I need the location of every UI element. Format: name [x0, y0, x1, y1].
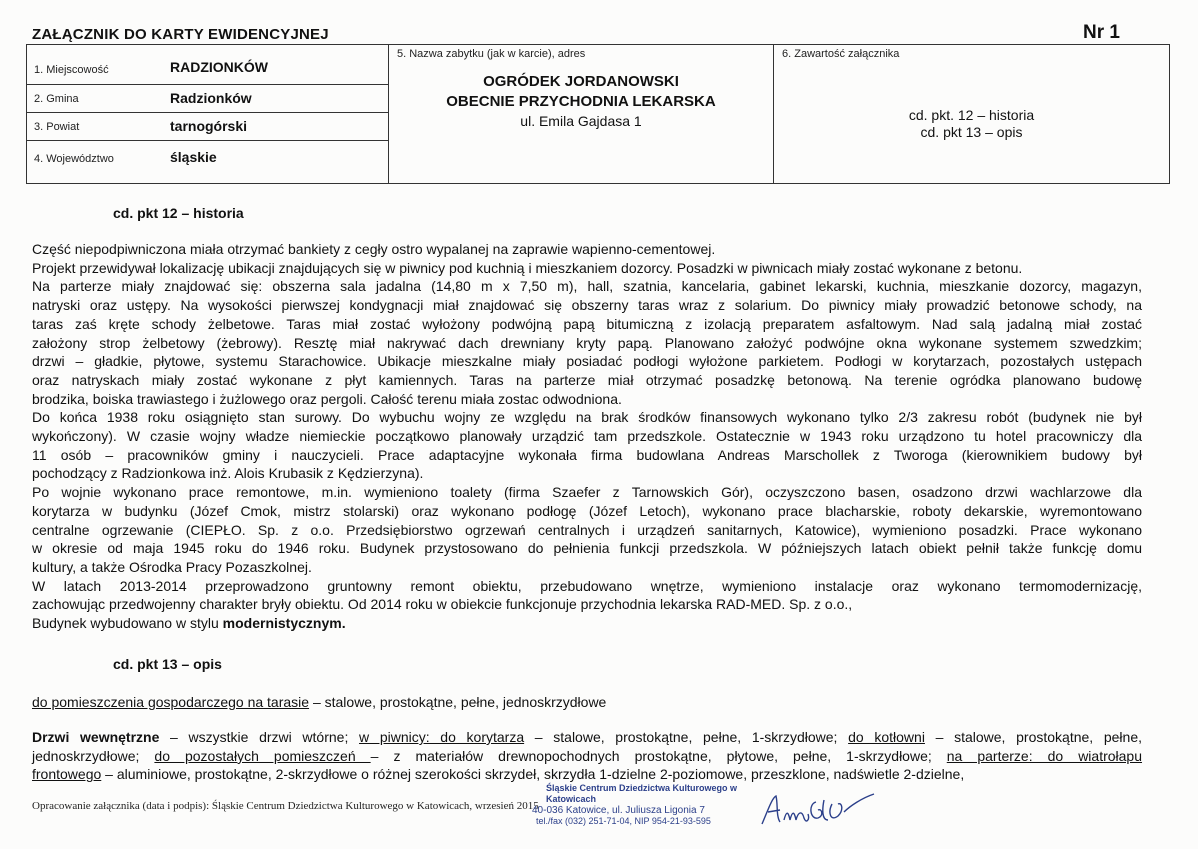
- text-span: – wszystkie drzwi wtórne;: [159, 729, 360, 745]
- monument-address: ul. Emila Gajdasa 1: [520, 113, 642, 129]
- history-line: brodzika, boiska trawiastego i żużlowego oraz pergoli. Całość terenu miała zostac odwodniona.: [32, 390, 622, 407]
- style-value: modernistycznym.: [222, 615, 346, 632]
- history-line: Projekt przewidywał lokalizację ubikacji znajdujących się w piwnicy pod kuchnią i mieszkaniem dozorcy. Posadzki w piwnicach miały zostać wykonane z betonu.: [32, 259, 1023, 276]
- handwritten-signature: [758, 790, 878, 830]
- location-box: [26, 44, 389, 184]
- history-line: drzwi – gładkie, płytowe, systemu Starachowice. Ubikacje mieszkalne miały posiadać podłogi wyłożone parkietem. Podłogi w korytarzach, pozostałych ustępach: [32, 353, 1142, 370]
- text-span: – stalowe, prostokątne, pełne, 1-skrzydłowe;: [524, 729, 849, 745]
- history-line: założony strop żelbetowy (żebrowy). Resztę miał nakrywać dach drewniany kryty papą. Planowano założyć podwójne okna wykonane systemem szwedzkim;: [32, 334, 1142, 351]
- boiler-room-label: do kotłowni: [848, 729, 925, 745]
- attachment-contents-label: 6. Zawartość załącznika: [782, 48, 900, 60]
- history-line: pochodzący z Radzionkowa inż. Alois Krubasik z Kędzierzyna).: [32, 465, 424, 482]
- history-line: W latach 2013-2014 przeprowadzono gruntowny remont obiektu, przebudowano wnętrze, wymieniono instalacje oraz wykonano termomodernizację,: [32, 577, 1142, 594]
- history-line: Do końca 1938 roku osiągnięto stan surowy. Do wybuchu wojny ze względu na brak środków finansowych wykonano tylko 2/3 zakresu robót (budynek nie był: [32, 409, 1142, 426]
- stamp-line3: tel./fax (032) 251-71-04, NIP 954-21-93-595: [536, 816, 711, 826]
- other-rooms-label: do pozostałych pomieszczeń: [154, 747, 371, 764]
- interior-doors-text: [32, 728, 1142, 784]
- attachment-contents-box: [773, 44, 1170, 184]
- interior-doors-line3: [32, 765, 1142, 784]
- history-line: Część niepodpiwniczona miała otrzymać bankiety z cegły ostro wypalanej na zaprawie wapienno-cementowej.: [32, 241, 716, 257]
- storage-room-door-line: [32, 693, 1142, 712]
- monument-name-line2: OBECNIE PRZYCHODNIA LEKARSKA: [446, 93, 716, 110]
- county-value: tarnogórski: [170, 118, 248, 134]
- county-label: 3. Powiat: [34, 121, 80, 133]
- history-line: kultury, a także Ośrodka Pracy Pozaszkolnej.: [32, 558, 312, 575]
- commune-value: Radzionków: [170, 90, 252, 106]
- text-span: – z materiałów drewnopochodnych prostokątne, płytowe, pełne, 1-skrzydłowe;: [370, 747, 947, 764]
- monument-box: [388, 44, 774, 184]
- storage-room-desc: – stalowe, prostokątne, pełne, jednoskrzydłowe: [309, 694, 607, 710]
- history-text: [32, 240, 1142, 633]
- text-span: jednoskrzydłowe;: [32, 747, 155, 764]
- history-line: korytarza w budynku (Józef Cmok, mistrz stolarski) oraz wykonano podłogę (Józef Letoch), wykonano prace blacharskie, roboty dekarskie, wyremontowano: [32, 502, 1142, 519]
- interior-doors-line2: [32, 747, 1142, 766]
- history-last-line: [32, 614, 1142, 633]
- locality-label: 1. Miejscowość: [34, 64, 109, 76]
- storage-room-label: do pomieszczenia gospodarczego na tarasie: [32, 694, 310, 710]
- stamp-line1: Śląskie Centrum Dziedzictwa Kulturowego w Katowicach: [546, 783, 738, 804]
- history-line: wykończony). W czasie wojny władze niemieckie początkowo planowały urządzić tam przedszkole. Ostatecznie w 1943 roku urządzono tu hotel pracowniczy dla: [32, 428, 1142, 445]
- history-line: centralne ogrzewanie (CIEPŁO. Sp. z o.o. Przedsiębiorstwo ogrzewań centralnych i urządzeń sanitarnych, Katowice), wymieniono posadzki. Prace wykonano: [32, 521, 1142, 538]
- text-span: – aluminiowe, prostokątne, 2-skrzydłowe o różnej szerokości skrzydeł, skrzydła 1-dzielne 2-poziomowe, przeszklone, nadświetle 2-dzielne,: [101, 766, 965, 783]
- history-line: Na parterze miały znajdować się: obszerna sala jadalna (14,80 m x 7,50 m), hall, szatnia, kancelaria, gabinet lekarski, kuchnia, mieszkanie dozorcy, magazyn,: [32, 278, 1142, 295]
- monument-label: 5. Nazwa zabytku (jak w karcie), adres: [397, 48, 586, 60]
- attachment-number: Nr 1: [1083, 22, 1120, 43]
- attachment-contents-line2: cd. pkt 13 – opis: [920, 124, 1023, 140]
- locality-value: RADZIONKÓW: [170, 59, 268, 75]
- attachment-contents-line1: cd. pkt. 12 – historia: [908, 107, 1035, 123]
- history-heading: cd. pkt 12 – historia: [113, 205, 244, 221]
- history-line: 11 osób – pracowników gminy i nauczycieli. Prace adaptacyjne wykonała firma budowlana Andreas Marschollek z Tworoga (kierownikiem budowy był: [32, 446, 1142, 463]
- voivodeship-value: śląskie: [170, 149, 217, 165]
- voivodeship-row: [27, 141, 388, 185]
- locality-row: [27, 45, 388, 85]
- county-row: [27, 113, 388, 141]
- commune-row: [27, 85, 388, 113]
- commune-label: 2. Gmina: [34, 93, 79, 105]
- history-line: zachowując przedwojenny charakter bryły obiektu. Od 2014 roku w obiekcie funkcjonuje przychodnia lekarska RAD-MED. Sp. z o.o.,: [32, 596, 853, 613]
- prepared-by-footer: Opracowanie załącznika (data i podpis): Śląskie Centrum Dziedzictwa Kulturowego w Katowicach, wrzesień 2015: [32, 800, 539, 812]
- institution-stamp: [500, 783, 770, 827]
- history-line: taras zaś kręte schody żelbetowe. Taras miał zostać wyłożony podwójną papą bitumiczną z izolacją preparatem asfaltowym. Nad salą jadalną miał zostać: [32, 315, 1142, 332]
- front-vestibule-label: frontowego: [32, 766, 102, 783]
- history-line: Po wojnie wykonano prace remontowe, m.in. wymieniono toalety (firma Szaefer z Tarnowskich Gór), oczyszczono basen, osadzono drzwi wachlarzowe dla: [32, 484, 1142, 501]
- history-line: w okresie od maja 1945 roku do 1946 roku. Budynek przystosowano do pełnienia funkcji przedszkola. W późniejszych latach obiekt pełnił także funkcję domu: [32, 540, 1142, 557]
- stamp-line2: 40-036 Katowice, ul. Juliusza Ligonia 7: [532, 805, 705, 816]
- interior-doors-line1: [32, 728, 1142, 747]
- description-heading: cd. pkt 13 – opis: [113, 656, 222, 672]
- history-line: natryski oraz ustępy. Na wysokości pierwszej kondygnacji miał znajdować się obszerny taras wraz z solarium. Do piwnicy miały prowadzić betonowe schody, na: [32, 297, 1142, 314]
- text-span: – stalowe, prostokątne, pełne,: [924, 729, 1142, 745]
- style-prefix: Budynek wybudowano w stylu: [32, 615, 223, 632]
- monument-name-line1: OGRÓDEK JORDANOWSKI: [483, 73, 679, 90]
- history-line: oraz natryskach miały zostać wykonane z płyt kamiennych. Taras na parterze miał otrzymać posadzkę betonową. Na terenie ogródka planowano budowę: [32, 371, 1142, 388]
- voivodeship-label: 4. Województwo: [34, 153, 114, 165]
- attachment-title: ZAŁĄCZNIK DO KARTY EWIDENCYJNEJ: [32, 26, 329, 43]
- ground-floor-vestibule-label: na parterze: do wiatrołapu: [946, 747, 1143, 764]
- interior-doors-heading: Drzwi wewnętrzne: [32, 729, 160, 745]
- basement-corridor-label: w piwnicy: do korytarza: [359, 729, 525, 745]
